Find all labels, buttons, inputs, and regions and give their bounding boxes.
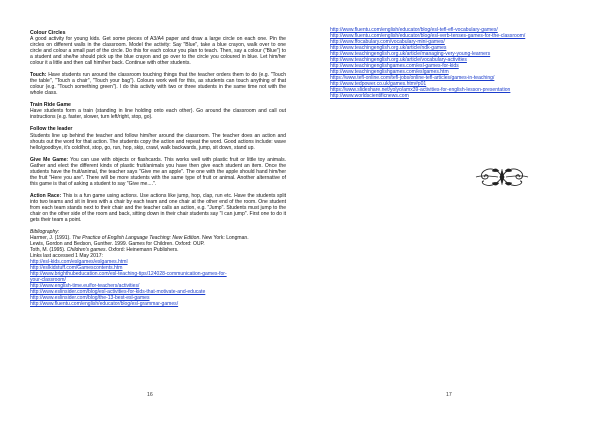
ref-link[interactable]: https://www.slideshare.net/yolyo/amx39-activities-for-english-lesson-presentation — [330, 87, 511, 93]
ref-link[interactable]: http://www.teachingenglishgames.com/eslgames.htm — [330, 69, 449, 75]
ref-link[interactable]: http://www.teachingenglish.org.uk/article/ndk-games — [330, 45, 447, 51]
links-note: Links last accessed 1 May 2017: — [30, 252, 103, 259]
bib-author: Toth, M. (1995). — [30, 246, 67, 253]
bib-link[interactable]: http://www.eslinsider.com/blog/esl-activities-for-kids-that-motivate-and-educate — [30, 288, 206, 295]
section-give-me — [30, 157, 286, 187]
section-body: Have students form a train (standing in line holding onto each other). Go around the classroom and call out instructions (e.g. faster, slower, turn left/right, stop, go). — [30, 108, 286, 121]
link-list — [330, 27, 590, 99]
section-paragraph — [30, 72, 286, 96]
section-body: This is a fun game using actions. Use actions like jump, hop, clap, run etc. Have the students split into two teams and sit in lines with a chair by each team and one chair at the other end of the room. One student from each team stands next to their chair and the teacher calls an action, e.g. "Jump". Students must jump to the chair on the other side of the room and back, sitting down in their chair students say "I can jump". First one to do it gets their team a point. — [30, 192, 287, 223]
ref-link[interactable]: http://www.fluentu.com/english/educator/blog/esl-tefl-efl-vocabulary-games/ — [330, 27, 498, 33]
bib-link[interactable]: http://www.fluentu.com/english/educator/blog/esl-grammar-games/ — [30, 300, 179, 307]
bib-entry-harmer — [30, 235, 286, 241]
section-paragraph — [30, 157, 286, 187]
bib-link[interactable]: http://www.english-time.eu/for-teachers/activities/ — [30, 282, 140, 289]
section-train-ride — [30, 102, 286, 120]
section-heading: Follow the leader — [30, 126, 73, 133]
bib-link[interactable]: your-classroom/ — [30, 276, 66, 283]
section-body: Students line up behind the teacher and follow him/her around the classroom. The teacher does an action and shouts out the word for that action. The students copy the action and repeat the word. Good actions include: wave hello/goodbye, it's cold/hot, stop, go, run, hop, skip, crawl, walk backwards, jump, sit down, stand up. — [30, 132, 286, 151]
section-heading: Colour Circles — [30, 30, 66, 36]
section-heading: Give Me Game: — [30, 156, 69, 163]
bib-title: Children's games — [66, 246, 106, 253]
bibliography — [30, 229, 286, 307]
section-follow-leader — [30, 126, 286, 150]
bib-publisher: . New York: Longman. — [199, 234, 249, 241]
ref-link[interactable]: http://www.teachingenglish.org.uk/article/managing-very-young-learners — [330, 51, 491, 57]
section-heading: Train Ride Game — [30, 102, 71, 109]
ref-link[interactable]: http://www.tedpower.co.uk/games.htm#p01 — [330, 81, 427, 87]
ref-link[interactable]: http://www.fluentu.com/english/educator/blog/esl-verb-tenses-games-for-the-classroom/ — [330, 33, 526, 39]
section-action-race — [30, 193, 286, 223]
bib-publisher: . Oxford: Heinemann Publishers. — [105, 246, 179, 253]
bib-entry-lewis: Lewis, Gordon and Bedson, Gunther. 1999. Games for Children. Oxford: OUP. — [30, 240, 205, 247]
ref-link[interactable]: http://www.ffocabulary.com/vocabulary-mini-games/ — [330, 39, 445, 45]
right-page — [300, 0, 600, 424]
section-heading: Touch: — [30, 72, 47, 79]
bib-title: The Practice of English Language Teaching: New Edition — [72, 234, 200, 241]
ref-link[interactable]: http://www.worldscientificnews.com — [330, 93, 409, 99]
ref-link[interactable]: https://www.tefl-online.com/tefl-jobs/online-tefl-articles/games-in-teaching/ — [330, 75, 495, 81]
bib-author: Harmer, J. (1991). — [30, 234, 73, 241]
bib-link[interactable]: http://www.eslinsider.com/blog/the-13-best-esl-games — [30, 294, 150, 301]
ref-link[interactable]: http://www.teachingenglish.org.uk/article/vocabulary-activities — [330, 57, 467, 63]
section-colour-circles — [30, 30, 286, 66]
left-page-content — [30, 30, 286, 307]
bib-link[interactable]: http://esl-kids.com/eslgames/eslgames.html — [30, 258, 128, 265]
bibliography-heading-text: Bibliography: — [30, 228, 60, 235]
bib-link[interactable]: http://eslkidstuff.com/Gamescontents.htm — [30, 264, 123, 271]
section-paragraph — [30, 193, 286, 223]
bib-link[interactable]: http://www.brighthubeducation.com/esl-teaching-tips/124028-communication-games-for- — [30, 270, 227, 277]
section-body: A good activity for young kids. Get some pieces of A3/A4 paper and draw a large circle on each one. Pin the circles on different walls in the classroom. Model the activity: Say "Blue", take a blue crayon, walk over to one circle and colour a small part of the circle. Do this for each colour you plan to teach. Then, say a colour ("Blue") to a student and she/he should pick up the blue crayon and go over to the circle you coloured in blue. Let him/her colour it a little and then call him/her back. Continue with other students. — [30, 36, 286, 67]
ref-link[interactable]: http://www.teachingenglishgames.com/esl-games-for-kids — [330, 63, 459, 69]
flourish-ornament-icon — [472, 163, 532, 191]
section-body: You can use with objects or flashcards. This works well with plastic fruit or little toy animals. Gather and elect the different kinds of plastic fruit/animals you have then give each student an item. Once the students have the fruit/animal, the teacher says "Give me an apple". The one with the apple should hand him/her the fruit "Here you are". There will be more students with the same type of fruit or animal. Another alternative of this game is that of asking a student to say "Give me....". — [30, 156, 286, 187]
page-number: 17 — [446, 392, 452, 398]
section-touch — [30, 72, 286, 96]
section-body: Have students run around the classroom touching things that the teacher orders them to do (e.g. "Touch the table", "Touch a chair", "Touch your bag"). Colours work well for this, as students can touch anything of that colour (e.g. "Touch something green"). I do this activity with two or three students in the same time not with the whole class. — [30, 72, 286, 97]
section-heading: Action Race: — [30, 192, 62, 199]
page-number: 16 — [147, 392, 153, 398]
